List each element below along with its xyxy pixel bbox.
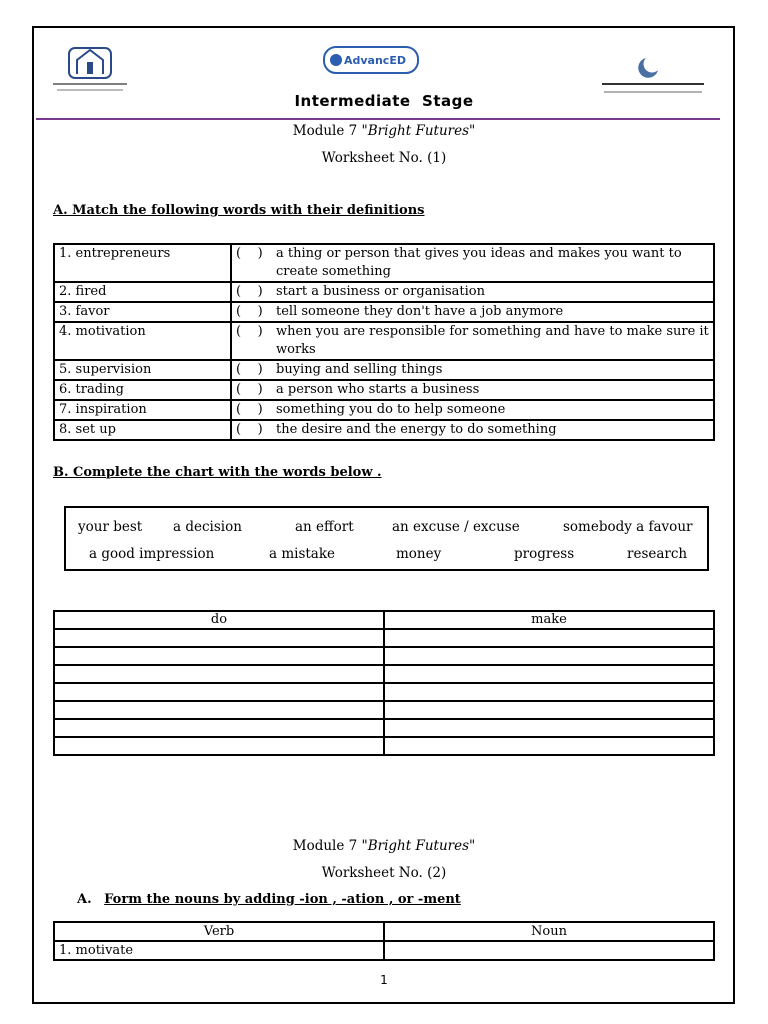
chart-row xyxy=(54,701,714,719)
section-a-label: A. xyxy=(77,892,92,907)
match-definition: the desire and the energy to do something xyxy=(276,422,557,437)
chart-row xyxy=(54,737,714,755)
chart-row xyxy=(54,647,714,665)
do-cell[interactable] xyxy=(54,683,384,701)
match-word: 5. supervision xyxy=(54,360,231,380)
match-definition-cell xyxy=(231,380,714,400)
header-divider xyxy=(36,118,720,120)
make-cell[interactable] xyxy=(384,665,714,683)
word-bank-item: a mistake xyxy=(269,546,336,562)
word-bank-item: research xyxy=(627,546,688,562)
word-bank-item: a good impression xyxy=(89,546,215,562)
match-word: 6. trading xyxy=(54,380,231,400)
table-row xyxy=(54,282,714,302)
make-cell[interactable] xyxy=(384,719,714,737)
matching-table xyxy=(53,243,715,441)
word-bank-item: your best xyxy=(78,519,143,535)
noun-cell xyxy=(384,941,714,960)
make-cell[interactable] xyxy=(384,701,714,719)
worksheet-number-1: Worksheet No. (1) xyxy=(321,150,447,166)
module-title-1 xyxy=(0,123,768,139)
word-bank xyxy=(64,506,709,571)
match-definition: start a business or organisation xyxy=(276,284,485,299)
match-definition-cell xyxy=(231,322,714,360)
answer-blank[interactable]: ( ) xyxy=(236,402,263,417)
match-definition: buying and selling things xyxy=(276,362,443,377)
header-noun: Noun xyxy=(384,922,714,941)
match-definition: when you are responsible for something and have to make sure it works xyxy=(276,324,709,357)
match-word: 1. entrepreneurs xyxy=(54,244,231,282)
match-definition-cell xyxy=(231,360,714,380)
header-verb: Verb xyxy=(54,922,384,941)
match-definition: a thing or person that gives you ideas and makes you want to create something xyxy=(276,246,682,279)
chart-row xyxy=(54,683,714,701)
table-row xyxy=(54,302,714,322)
module-title-2 xyxy=(0,838,768,854)
verb-noun-table xyxy=(53,921,715,961)
table-row xyxy=(54,244,714,282)
word-bank-item: an effort xyxy=(295,519,354,535)
stage-title: Intermediate Stage xyxy=(294,92,474,110)
section-a-heading-2 xyxy=(77,892,461,907)
chart-row xyxy=(54,629,714,647)
match-definition-cell xyxy=(231,302,714,322)
make-cell[interactable] xyxy=(384,737,714,755)
do-make-chart xyxy=(53,610,715,756)
table-row xyxy=(54,400,714,420)
answer-blank[interactable]: ( ) xyxy=(236,382,263,397)
match-definition-cell xyxy=(231,282,714,302)
answer-blank[interactable]: ( ) xyxy=(236,324,263,339)
chart-header-do: do xyxy=(54,611,384,629)
make-cell[interactable] xyxy=(384,629,714,647)
module-prefix: Module 7 xyxy=(292,123,362,139)
match-definition-cell xyxy=(231,400,714,420)
word-bank-item: a decision xyxy=(173,519,242,535)
match-definition-cell xyxy=(231,244,714,282)
word-bank-item: progress xyxy=(514,546,575,562)
module-name: "Bright Futures" xyxy=(361,838,476,854)
do-cell[interactable] xyxy=(54,719,384,737)
advanced-logo-text: AdvancED xyxy=(344,54,406,67)
school-logo xyxy=(47,40,133,96)
match-definition-cell xyxy=(231,420,714,440)
chart-row xyxy=(54,719,714,737)
match-word: 4. motivation xyxy=(54,322,231,360)
match-word: 8. set up xyxy=(54,420,231,440)
do-cell[interactable] xyxy=(54,737,384,755)
word-bank-item: money xyxy=(396,546,442,562)
table-row xyxy=(54,322,714,360)
worksheet-number-2: Worksheet No. (2) xyxy=(321,865,447,881)
answer-blank[interactable]: ( ) xyxy=(236,284,263,299)
answer-blank[interactable]: ( ) xyxy=(236,362,263,377)
chart-header-make: make xyxy=(384,611,714,629)
make-cell[interactable] xyxy=(384,647,714,665)
answer-blank[interactable]: ( ) xyxy=(236,246,263,261)
section-b-heading: B. Complete the chart with the words below . xyxy=(53,465,382,480)
word-bank-item: an excuse / excuse xyxy=(392,519,520,535)
section-a-text: Form the nouns by adding -ion , -ation , or -ment xyxy=(104,892,461,907)
match-word: 7. inspiration xyxy=(54,400,231,420)
do-cell[interactable] xyxy=(54,647,384,665)
table-row xyxy=(54,380,714,400)
table-row xyxy=(54,360,714,380)
table-row xyxy=(54,941,714,960)
table-row xyxy=(54,420,714,440)
module-prefix: Module 7 xyxy=(292,838,362,854)
module-name: "Bright Futures" xyxy=(361,123,476,139)
section-a-heading: A. Match the following words with their definitions xyxy=(53,203,425,218)
match-definition: a person who starts a business xyxy=(276,382,480,397)
advanced-logo xyxy=(322,44,420,78)
word-bank-item: somebody a favour xyxy=(563,519,693,535)
answer-blank[interactable]: ( ) xyxy=(236,304,263,319)
match-word: 2. fired xyxy=(54,282,231,302)
match-definition: something you do to help someone xyxy=(276,402,506,417)
verb-cell: 1. motivate xyxy=(54,941,384,960)
match-word: 3. favor xyxy=(54,302,231,322)
match-definition: tell someone they don't have a job anymore xyxy=(276,304,564,319)
do-cell[interactable] xyxy=(54,665,384,683)
answer-blank[interactable]: ( ) xyxy=(236,422,263,437)
chart-row xyxy=(54,665,714,683)
page-number: 1 xyxy=(380,973,388,987)
do-cell[interactable] xyxy=(54,701,384,719)
do-cell[interactable] xyxy=(54,629,384,647)
make-cell[interactable] xyxy=(384,683,714,701)
